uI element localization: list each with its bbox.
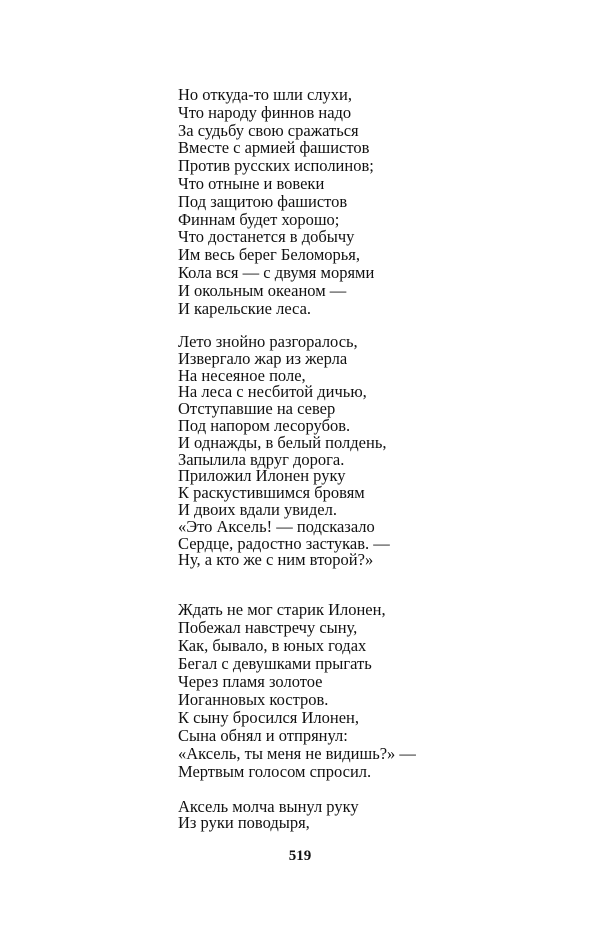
verse-line: И двоих вдали увидел. (178, 499, 337, 519)
verse-line: Под напором лесорубов. (178, 415, 351, 435)
verse-line: Что достанется в добычу (178, 227, 355, 247)
verse-line: Ну, а кто же с ним второй?» (178, 550, 374, 570)
verse-line: Запылила вдруг дорога. (178, 449, 345, 469)
verse-line: Им весь берег Беломорья, (178, 245, 360, 265)
verse-line: На леса с несбитой дичью, (178, 382, 367, 402)
verse-line: Извергало жар из жерла (178, 348, 348, 368)
verse-line: К раскустившимся бровям (178, 483, 365, 503)
verse-line: Через пламя золотое (178, 672, 323, 691)
verse-line: Ждать не мог старик Илонен, (178, 600, 386, 619)
verse-line: И карельские леса. (178, 298, 312, 318)
verse-line: Сердце, радостно застукав. — (178, 533, 390, 553)
verse-line: Кола вся — с двумя морями (178, 262, 375, 282)
stanza-1 (178, 86, 374, 317)
verse-line: Как, бывало, в юных годах (178, 636, 367, 655)
verse-line: На несеяное поле, (178, 365, 306, 385)
page-number: 519 (288, 848, 312, 864)
verse-line: Побежал навстречу сыну, (178, 618, 358, 637)
verse-line: Под защитою фашистов (178, 191, 348, 211)
verse-line: Лето знойно разгоралось, (178, 332, 358, 351)
verse-line: Мертвым голосом спросил. (178, 762, 372, 781)
verse-line: Что отныне и вовеки (178, 173, 325, 193)
verse-line: К сыну бросился Илонен, (178, 708, 359, 727)
verse-line: Приложил Илонен руку (178, 466, 346, 486)
verse-line: Вместе с армией фашистов (178, 138, 370, 158)
stanza-4 (178, 799, 359, 831)
verse-line: Сына обнял и отпрянул: (178, 726, 348, 745)
verse-line: Иоганновых костров. (178, 690, 329, 709)
verse-line: Из руки поводыря, (178, 813, 310, 832)
verse-line: «Это Аксель! — подсказало (178, 516, 375, 536)
stanza-3 (178, 601, 416, 781)
verse-line: Но откуда-то шли слухи, (178, 85, 353, 104)
verse-line: Бегал с девушками прыгать (178, 654, 372, 673)
verse-line: За судьбу свою сражаться (178, 120, 359, 140)
verse-line: Против русских исполинов; (178, 156, 374, 176)
verse-line: Финнам будет хорошо; (178, 209, 340, 229)
verse-line: И окольным океаном — (178, 280, 347, 300)
verse-line: Что народу финнов надо (178, 102, 352, 122)
verse-line: Аксель молча вынул руку (178, 797, 359, 816)
stanza-2 (178, 334, 390, 569)
verse-line: Отступавшие на север (178, 399, 336, 419)
verse-line: «Аксель, ты меня не видишь?» — (178, 744, 416, 763)
verse-line: И однажды, в белый полдень, (178, 432, 387, 452)
